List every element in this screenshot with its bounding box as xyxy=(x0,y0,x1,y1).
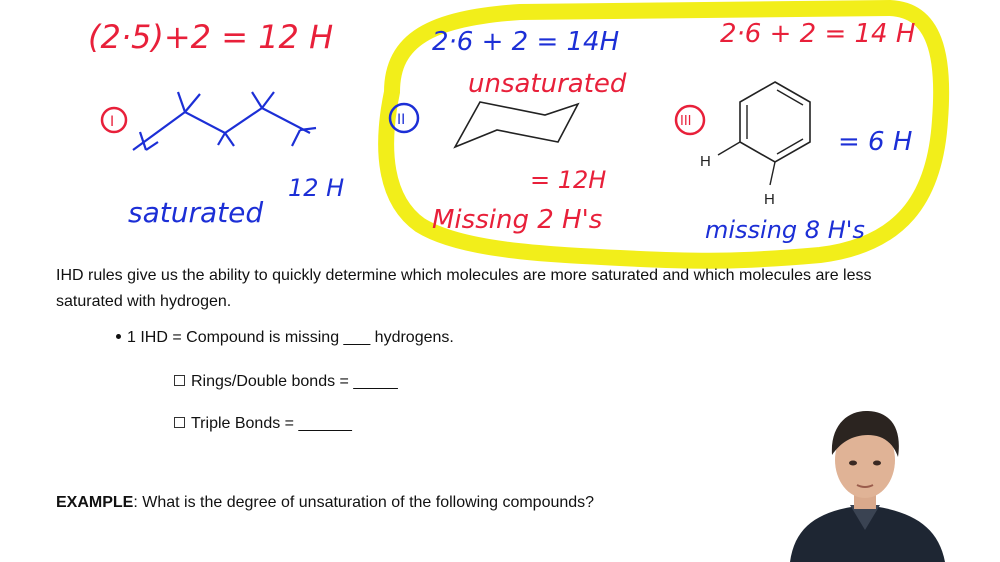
paragraph-line-1-text: IHD rules give us the ability to quickly determine which molecules are more saturated and which molecules are less xyxy=(56,267,872,284)
checkbox-icon[interactable] xyxy=(174,375,185,386)
label-i: I xyxy=(110,114,115,130)
paragraph-line-2 xyxy=(56,293,231,311)
paragraph-line-2-text: saturated with hydrogen. xyxy=(56,293,232,310)
atom-h-2: H xyxy=(764,191,775,208)
note-missing-8: missing 8 H's xyxy=(705,216,865,244)
checkbox-icon[interactable] xyxy=(174,417,185,428)
presenter-video xyxy=(780,405,950,562)
atom-h-1: H xyxy=(700,153,711,170)
checkbox-item-1 xyxy=(174,373,398,391)
bullet-item-1-text: 1 IHD = Compound is missing ___ hydrogens. xyxy=(127,329,454,346)
label-iii: III xyxy=(680,114,692,129)
molecule-ii-cyclohexane xyxy=(455,102,578,147)
example-text: : What is the degree of unsaturation of the following compounds? xyxy=(133,494,595,511)
note-unsaturated: unsaturated xyxy=(468,69,627,99)
molecule-iii-benzene xyxy=(740,82,810,162)
checkbox-item-2 xyxy=(174,415,352,433)
checkbox-item-1-text: Rings/Double bonds = _____ xyxy=(191,373,398,390)
bullet-item-1 xyxy=(116,329,454,347)
molecule-iii-bond-h2 xyxy=(770,162,775,185)
example-label: EXAMPLE xyxy=(56,494,134,511)
note-12h-2: = 12H xyxy=(530,166,607,194)
molecule-iii-double-bonds xyxy=(747,90,803,154)
bullet-icon xyxy=(116,334,121,339)
molecule-i-branches xyxy=(140,92,316,150)
example-line xyxy=(56,494,594,512)
checkbox-item-2-text: Triple Bonds = ______ xyxy=(191,415,352,432)
paragraph-line-1 xyxy=(56,267,871,285)
note-6h: = 6 H xyxy=(838,127,913,157)
note-12h-1: 12 H xyxy=(288,174,345,202)
formula-2: 2·6 + 2 = 14H xyxy=(432,27,620,57)
note-missing-2: Missing 2 H's xyxy=(432,205,603,235)
molecule-i-zigzag xyxy=(133,108,310,150)
formula-1: (2·5)+2 = 12 H xyxy=(88,18,334,56)
label-ii: II xyxy=(397,112,406,128)
formula-3: 2·6 + 2 = 14 H xyxy=(720,19,916,49)
molecule-iii-bond-h1 xyxy=(718,142,740,155)
note-saturated: saturated xyxy=(128,196,264,229)
